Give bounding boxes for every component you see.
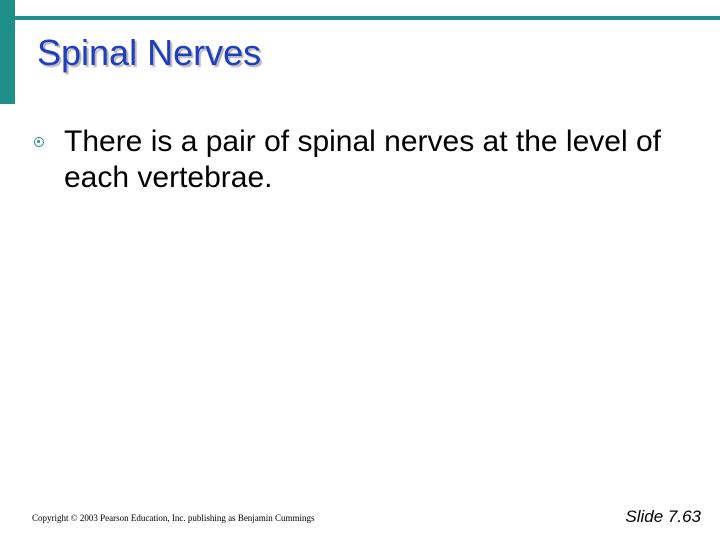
bullet-text: There is a pair of spinal nerves at the level of each vertebrae. [64,125,661,194]
slide-title: Spinal Nerves [37,32,262,73]
copyright-notice: Copyright © 2003 Pearson Education, Inc. publishing as Benjamin Cummings [32,513,315,523]
slide-number: Slide 7.63 [625,507,701,526]
bullet-icon [34,137,44,147]
top-accent-line [0,16,720,20]
